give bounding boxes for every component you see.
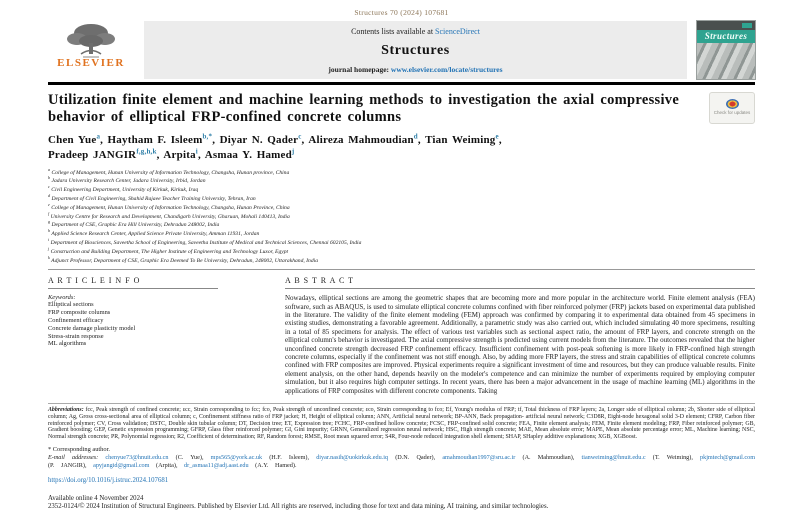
author-list — [48, 132, 755, 163]
abstract-text: Nowadays, elliptical sections are among the geometric shapes that are becoming more and more popular in the architecture world. Finite element analysis (FEA) software, such as ABAQUS, is used to simulate elliptical concrete columns confined with fiber reinforced polymer (FRP) jackets based on experimental data published in the literature. The validity of the finite element modeling (FEM) approach was confirmed by comparing it to experimental data obtained from 45 specimens in existing studies, demonstrating a favorable agreement. Additionally, a parametric study was also carried out, which included simulating 40 more specimens, resulting in a total of 85 specimens for analysis. The effect of various test variables such as sectional aspect ratio, the amount of FRP layers, and concrete strength on the elliptical column's behavior is investigated. The axial compressive strength is predicted using current models from the literature. The outcomes revealed that the higher unconfined concrete strength decreased FRP confinement efficacy. Insufficient confinement with post-peak softening is more likely in FRP-confined high strength concrete columns, especially if the confinement was not stiff enough. Also, by adding more FRP layers, the stress and strain capabilities of elliptical concrete columns confined with FRP composites are improved. Physical experiments require a significant investment of time and resources, but they can produce valuable results. Finite element analysis, on the other hand, depends heavily on the modeler's competence and can minimize the number of experiments required by employing computer simulation, but it also requires high computer settings. In recent years, there has been a major advancement in the usage of machine learning (ML) algorithms in the applications of FRP composites with different concrete components. Taking — [285, 294, 755, 395]
journal-homepage-link[interactable]: www.elsevier.com/locate/structures — [390, 65, 503, 74]
check-updates-icon — [726, 99, 739, 109]
corresponding-author-note: * Corresponding author. — [48, 445, 110, 453]
cover-photo — [697, 43, 755, 79]
header-divider — [48, 82, 755, 85]
doi-link[interactable]: https://doi.org/10.1016/j.istruc.2024.107681 — [48, 477, 169, 485]
email-link[interactable]: mps565@york.ac.uk — [210, 453, 263, 461]
author: Haytham F. Isleem$^{b,*}$, — [107, 131, 220, 146]
journal-citation: Structures 70 (2024) 107681 — [354, 8, 449, 17]
affiliation: $^i$ Department of Biosciences, Saveetha School of Engineering, Saveetha Institute of Medical and Technical Sciences, Chennai 602105, India — [48, 236, 362, 246]
contents-line: Contents lists available at ScienceDirect — [351, 27, 480, 36]
author: Alireza Mahmoudian$^d$, — [308, 131, 426, 146]
available-online: Available online 4 November 2024 — [48, 495, 144, 503]
affiliation: $^e$ College of Management, Hunan University of Information Technology, Changsha, Hunan Province, China — [48, 201, 290, 211]
email-addresses: E-mail addresses: chenyue73@hnuit.edu.cn (C. Yue), mps565@york.ac.uk (H.F. Isleem), diyar.nasih@uokirkuk.edu.iq (D.N. Qader), amahmoudian1997@sru.ac.ir (A. Mahmoudian), tianweiming@hnuit.edu.c (T. Weiming), pkjmtech@gmail.com (P. JANGIR), apyjangid@gmail.com (Arpita), dr_asmaa11@adj.aast.edu (A.Y. Hamed). — [48, 453, 756, 469]
footnote-divider — [48, 403, 755, 404]
author: Asmaa Y. Hamed$^j$ — [204, 147, 295, 161]
email-link[interactable]: apyjangid@gmail.com — [93, 461, 150, 469]
elsevier-wordmark: ELSEVIER — [57, 57, 125, 69]
keyword-item: Stress-strain response — [48, 332, 104, 340]
email-link[interactable]: amahmoudian1997@sru.ac.ir — [442, 453, 516, 461]
author: Arpita$^i$, — [163, 147, 205, 161]
keyword-item: ML algorithms — [48, 340, 87, 348]
journal-header — [48, 21, 755, 79]
abbreviations-label: Abbreviations: — [48, 406, 84, 413]
email-link[interactable]: chenyue73@hnuit.edu.cn — [105, 453, 169, 461]
journal-masthead — [144, 21, 687, 79]
abbreviations: Abbreviations: fcc, Peak strength of confined concrete; εcc, Strain corresponding to fcc; fco, Peak strength of unconfined concrete; εco, Strain corresponding to fco; Ef, Young's modulus of FRP; tf, Total thickness of FRP layers; 2a, Longer side of elliptical column; 2b, Shorter side of elliptical column; Ag, Gross cross-sectional area of elliptical column; c, Confinement stiffness ratio of FRP jacket; H, Height of elliptical column; ANN, Artificial neural network; BP-ANN, Back propagation- artificial neural network; C3D8R, Eight-node hexagonal solid 3-D element; CFRP, Carbon fiber reinforced polymer; CV, Cross validation; DSTC, Double skin tubular column; DT, Decision tree; ET, Expression tree; FCHC, FRP-confined hollow concrete; FCSC, FRP-confined solid concrete; FEA, Finite element analysis; FEM, Finite element modeling; FRP, Fiber reinforced polymer; GB, Gradient boosting; GEP, Genetic expression programming; GFRP, Glass fiber reinforced polymer; GI, Gini impurity; GRNN, Generalized regression neural network; HSC, High strength concrete; MAE, Mean absolute error; MAPE, Mean absolute percentage error; ML, Machine learning; NSC, Normal strength concrete; PR, Polynomial regression; R2, Coefficient of determination; RF, Random forest; RMSE, Root mean squared error; S4R, Four-node reduced integration shell element; SHAP, SHapley additive explanations; XGB, XGBoost. — [48, 406, 755, 441]
homepage-line: journal homepage: www.elsevier.com/locate/structures — [328, 65, 503, 74]
check-updates-label: Check for updates — [713, 110, 751, 116]
author: Chen Yue$^a$, — [48, 131, 108, 146]
affiliation-list — [48, 168, 755, 265]
author: Tian Weiming$^e$, — [425, 131, 502, 146]
cover-title: Structures — [697, 30, 755, 43]
abstract-header: A B S T R A C T — [285, 276, 755, 289]
email-link[interactable]: tianweiming@hnuit.edu.c — [581, 453, 646, 461]
keyword-item: Elliptical sections — [48, 301, 94, 309]
affiliation: $^f$ University Centre for Research and Development, Chandigarh University, Gharuan, Mohali 140413, India — [48, 210, 290, 220]
elsevier-logo — [48, 21, 134, 79]
elsevier-tree-icon — [58, 21, 124, 59]
affiliation: $^j$ Construction and Building Department, The Higher Institute of Engineering and Technology Luxor, Egypt — [48, 245, 289, 255]
section-divider — [48, 269, 755, 270]
sciencedirect-link[interactable]: ScienceDirect — [435, 27, 480, 36]
email-link[interactable]: diyar.nasih@uokirkuk.edu.iq — [316, 453, 389, 461]
affiliation: $^d$ Department of Civil Engineering, Shahid Rajaee Teacher Training University, Tehran, Iran — [48, 193, 256, 202]
affiliation: $^b$ Jadara University Research Center, Jadara University, Irbid, Jordan — [48, 175, 206, 185]
abstract-column — [285, 276, 755, 395]
keyword-item: FRP composite columns — [48, 309, 111, 317]
author: Diyar N. Qader$^c$, — [219, 131, 309, 146]
keyword-item: Confinement efficacy — [48, 316, 104, 324]
affiliation: $^a$ College of Management, Hunan University of Information Technology, Changsha, Hunan province, China — [48, 166, 290, 176]
cover-top-bar — [697, 21, 755, 30]
keyword-item: Concrete damage plasticity model — [48, 324, 136, 332]
keywords-label: Keywords: — [48, 294, 76, 302]
journal-cover-thumbnail — [697, 21, 755, 79]
cover-chip — [742, 23, 752, 28]
email-link[interactable]: dr_asmaa11@adj.aast.edu — [184, 461, 249, 469]
article-info-column — [48, 276, 218, 395]
page-title: Utilization finite element and machine learning methods to investigation the axial compressive behavior of elliptical FRP-confined concrete columns — [48, 91, 680, 126]
journal-title: Structures — [381, 42, 450, 58]
affiliation: $^h$ Applied Science Research Center, Applied Science Private University, Amman 11931, Jordan — [48, 228, 260, 238]
check-for-updates-badge[interactable] — [709, 92, 755, 124]
affiliation: $^g$ Department of CSE, Graphic Era Hill University, Dehradun 248002, India — [48, 219, 220, 229]
affiliation: $^k$ Adjunct Professor, Department of CSE, Graphic Era Deemed To Be University, Dehradun, 248002, Uttarakhand, India — [48, 254, 318, 264]
copyright-line: 2352-0124/© 2024 Institution of Structural Engineers. Published by Elsevier Ltd. All rights are reserved, including those for text and data mining, AI training, and similar technologies. — [48, 503, 549, 511]
email-link[interactable]: pkjmtech@gmail.com — [700, 453, 756, 461]
article-info-header: A R T I C L E I N F O — [48, 276, 218, 289]
email-label: E-mail addresses: — [48, 453, 99, 461]
affiliation: $^c$ Civil Engineering Department, University of Kirkuk, Kirkuk, Iraq — [48, 184, 199, 194]
author: Pradeep JANGIR$^{f,g,h,k}$, — [48, 147, 164, 161]
